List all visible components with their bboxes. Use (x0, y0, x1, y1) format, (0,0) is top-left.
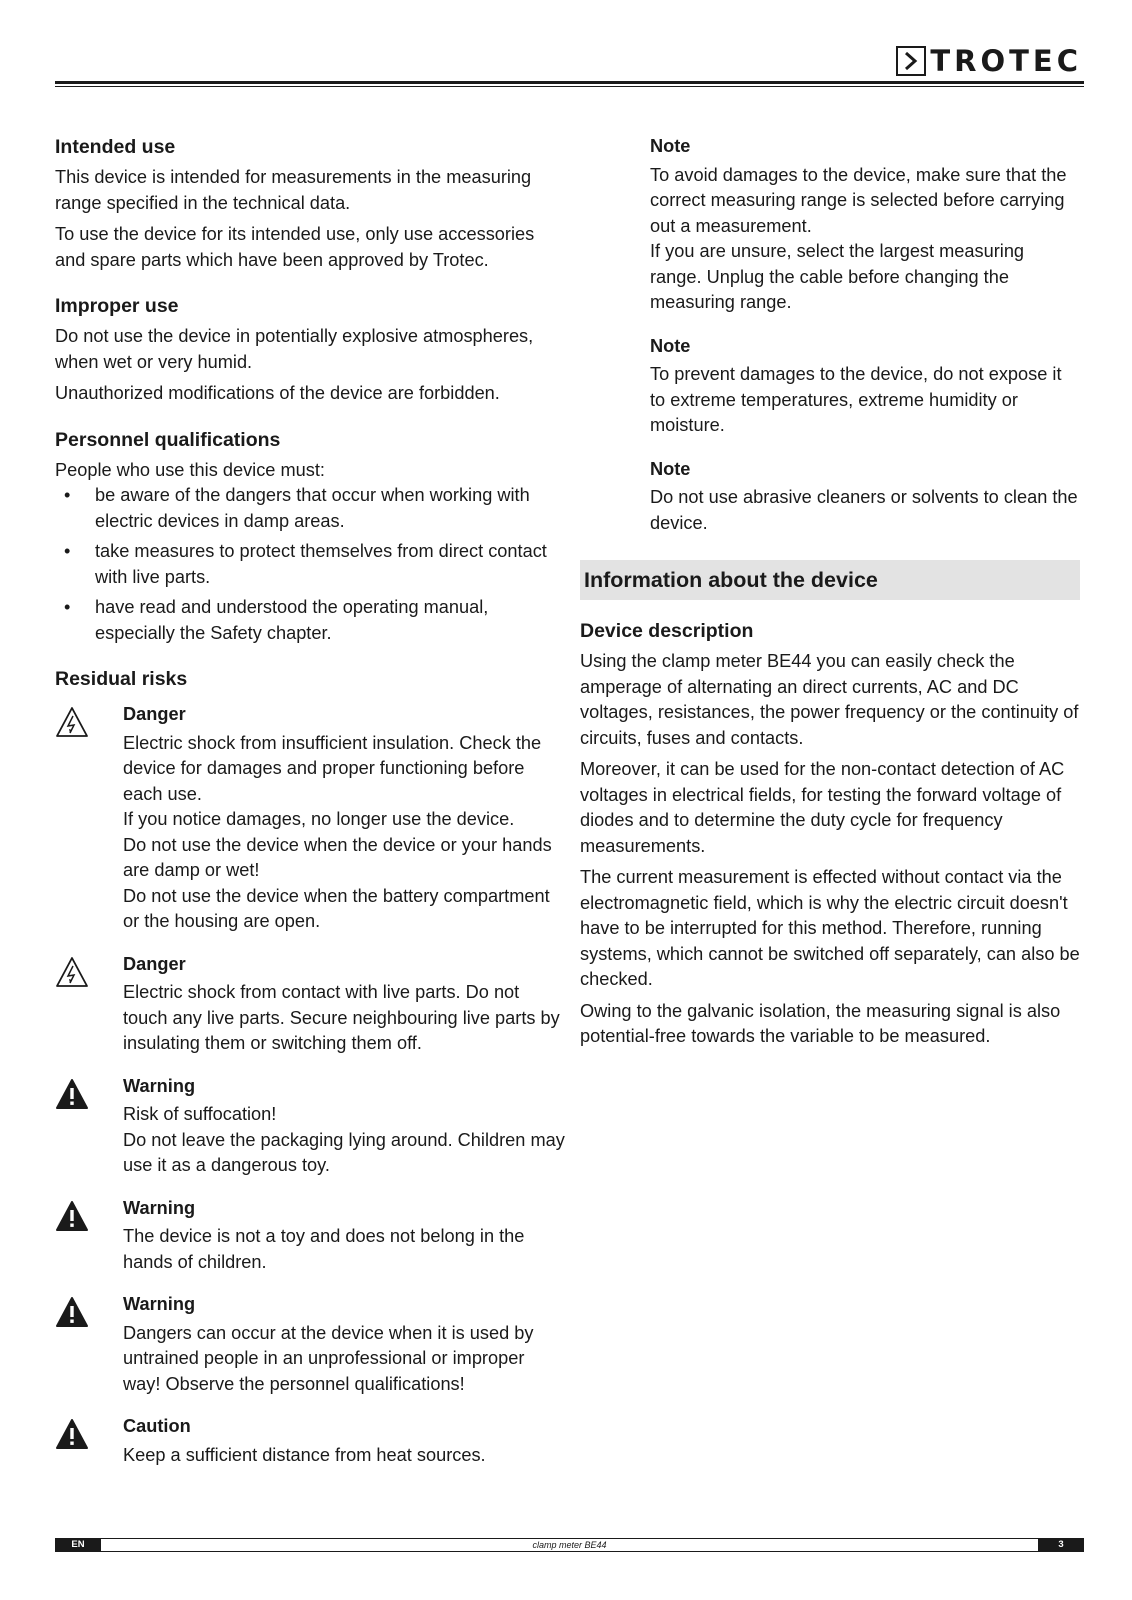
paragraph: Using the clamp meter BE44 you can easily check the amperage of alternating an direct currents, AC and DC voltages, resistances, the power frequency or the continuity of circuits, fuses and contacts. (580, 651, 1079, 748)
hazard-block: Warning Risk of suffocation! Do not leave the packaging lying around. Children may use it as a dangerous toy. (55, 1074, 565, 1179)
paragraph: Do not use the device in potentially explosive atmospheres, when wet or very humid. (55, 326, 534, 372)
right-column (580, 134, 1080, 1056)
paragraph: Owing to the galvanic isolation, the measuring signal is also potential-free towards the variable to be measured. (580, 1000, 1061, 1046)
improper-use-section (55, 293, 565, 407)
page-number: 3 (1038, 1538, 1084, 1552)
paragraph: People who use this device must: (55, 459, 325, 480)
list-item: • take measures to protect themselves from direct contact with live parts. (64, 541, 547, 587)
electric-hazard-icon (55, 952, 123, 1057)
hazard-title: Danger (123, 953, 186, 974)
personnel-section (55, 427, 565, 647)
device-description-heading: Device description (580, 620, 754, 642)
qualification-list (55, 483, 565, 646)
chevron-right-icon (896, 46, 926, 76)
brand-name: TROTEC (930, 43, 1082, 78)
note-title: Note (650, 136, 691, 156)
trotec-logo (896, 44, 1082, 78)
note-block: Note To prevent damages to the device, do not expose it to extreme temperatures, extreme humidity or moisture. (580, 334, 1080, 439)
personnel-heading: Personnel qualifications (55, 428, 281, 451)
warning-icon (55, 1414, 123, 1468)
hazard-block: Warning Dangers can occur at the device when it is used by untrained people in an unprofessional or improper way! Observe the personnel qualifications! (55, 1292, 565, 1397)
hazard-block: Danger Electric shock from insufficient insulation. Check the device for damages and proper functioning before each use. If you notice damages, no longer use the device. Do not use the device when the device or your hands are damp or wet! Do not use the device when the battery compartment or the housing are open. (55, 702, 565, 935)
improper-use-heading: Improper use (55, 295, 179, 317)
intended-use-section (55, 134, 565, 273)
warning-icon (55, 1292, 123, 1397)
hazard-block: Caution Keep a sufficient distance from heat sources. (55, 1414, 565, 1468)
hazard-title: Danger (123, 704, 186, 724)
bullet: • (64, 541, 71, 561)
note-title: Note (650, 335, 691, 356)
header-rule (55, 81, 1084, 84)
bullet: • (64, 597, 71, 617)
paragraph: Moreover, it can be used for the non-contact detection of AC voltages in electrical fields, for testing the forward voltage of diodes and to determine the duty cycle for frequency measurements. (580, 759, 1065, 856)
document-title: clamp meter BE44 (532, 1540, 607, 1550)
note-block: Note To avoid damages to the device, make sure that the correct measuring range is selected before carrying out a measurement. If you are unsure, select the largest measuring range. Unplug the cable before changing the measuring range. (580, 134, 1080, 316)
paragraph: The current measurement is effected without contact via the electromagnetic field, which is why the electric circuit doesn't have to be interrupted for this method. Therefore, running systems, which cannot be switched off separately, can also be checked. (580, 867, 1080, 989)
paragraph: This device is intended for measurements in the measuring range specified in the technical data. (55, 167, 532, 213)
page-footer (55, 1538, 1084, 1552)
intended-use-heading: Intended use (55, 136, 176, 158)
warning-icon (55, 1196, 123, 1276)
hazard-title: Caution (123, 1416, 191, 1436)
hazard-block: Warning The device is not a toy and does not belong in the hands of children. (55, 1196, 565, 1276)
hazard-block: Danger Electric shock from contact with live parts. Do not touch any live parts. Secure neighbouring live parts by insulating them or switching them off. (55, 952, 565, 1057)
left-column (55, 134, 565, 1488)
residual-risks-section (55, 666, 565, 1468)
paragraph: To use the device for its intended use, only use accessories and spare parts which have been approved by Trotec. (55, 224, 535, 270)
note-title: Note (650, 458, 691, 479)
paragraph: Unauthorized modifications of the device are forbidden. (55, 383, 500, 403)
list-item: • have read and understood the operating manual, especially the Safety chapter. (64, 597, 489, 643)
section-title: Information about the device (580, 560, 1080, 600)
electric-hazard-icon (55, 702, 123, 935)
residual-risks-heading: Residual risks (55, 668, 188, 690)
language-label: EN (55, 1538, 101, 1552)
hazard-title: Warning (123, 1197, 196, 1218)
hazard-title: Warning (123, 1075, 196, 1096)
note-block: Note Do not use abrasive cleaners or solvents to clean the device. (580, 457, 1080, 537)
list-item: • be aware of the dangers that occur when working with electric devices in damp areas. (64, 485, 530, 531)
bullet: • (64, 485, 71, 505)
header-rule-thin (55, 86, 1084, 87)
warning-icon (55, 1074, 123, 1179)
hazard-title: Warning (123, 1294, 196, 1314)
